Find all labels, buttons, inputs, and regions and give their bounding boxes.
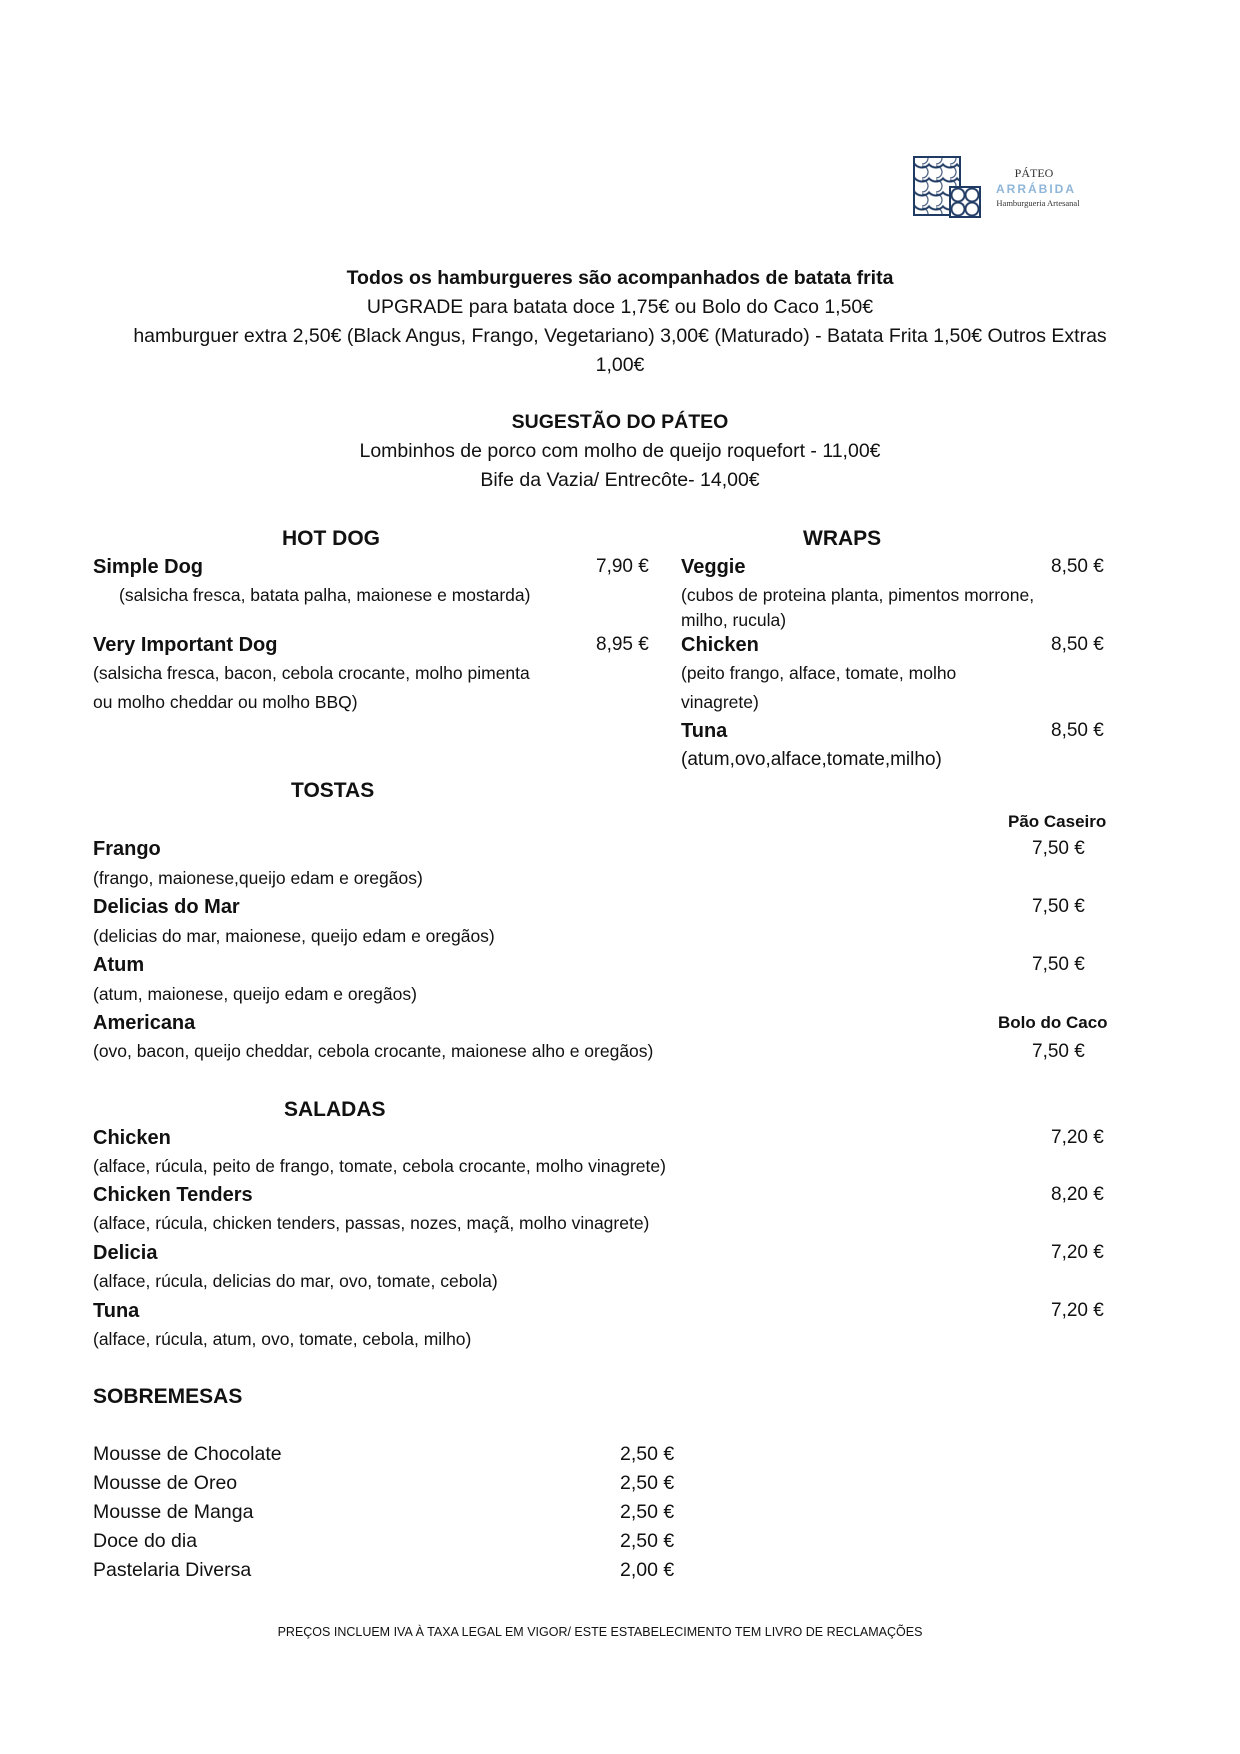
logo-line-2: ARRÁBIDA (996, 182, 1076, 196)
wrap-item-desc: (peito frango, alface, tomate, molho (681, 663, 957, 683)
wrap-item-desc: (atum,ovo,alface,tomate,milho) (681, 749, 942, 770)
hotdog-item-name: Very Important Dog (93, 634, 278, 656)
intro-line-3: hamburguer extra 2,50€ (Black Angus, Frango, Vegetariano) 3,00€ (Maturado) - Batata Frita 1,50€ Outros Extras (133, 325, 1107, 347)
legal-footer: PREÇOS INCLUEM IVA À TAXA LEGAL EM VIGOR/ ESTE ESTABELECIMENTO TEM LIVRO DE RECLAMAÇÕES (277, 1625, 923, 1639)
salad-item-price: 7,20 € (1051, 1300, 1104, 1321)
wrap-item-price: 8,50 € (1051, 634, 1104, 655)
intro-line-1: Todos os hamburgueres são acompanhados de batata frita (346, 267, 894, 289)
bread-type-pao-caseiro: Pão Caseiro (1008, 812, 1107, 831)
intro-line-2: UPGRADE para batata doce 1,75€ ou Bolo do Caco 1,50€ (366, 296, 874, 318)
dessert-item-name: Mousse de Chocolate (93, 1443, 282, 1465)
tosta-item-price: 7,50 € (1032, 954, 1085, 975)
tosta-item-price: 7,50 € (1032, 896, 1085, 917)
tosta-item-desc: (frango, maionese,queijo edam e oregãos) (93, 868, 423, 888)
salad-item-name: Chicken Tenders (93, 1184, 253, 1206)
azulejo-tiles-icon (913, 156, 979, 216)
salad-item-name: Tuna (93, 1300, 140, 1322)
dessert-item-price: 2,50 € (620, 1501, 675, 1523)
wrap-item-price: 8,50 € (1051, 556, 1104, 577)
section-title-saladas: SALADAS (284, 1098, 386, 1121)
dessert-item-price: 2,50 € (620, 1472, 675, 1494)
restaurant-logo (913, 156, 1093, 220)
wrap-item-name: Tuna (681, 720, 728, 742)
hotdog-item-desc-cont: ou molho cheddar ou molho BBQ) (93, 692, 358, 712)
wrap-item-name: Chicken (681, 634, 759, 656)
salad-item-name: Chicken (93, 1127, 171, 1149)
dessert-item-name: Doce do dia (93, 1530, 198, 1552)
hotdog-item-desc: (salsicha fresca, bacon, cebola crocante, molho pimenta (93, 663, 530, 683)
salad-item-price: 7,20 € (1051, 1127, 1104, 1148)
dessert-item-name: Mousse de Manga (93, 1501, 254, 1523)
salad-item-desc: (alface, rúcula, atum, ovo, tomate, cebola, milho) (93, 1329, 472, 1349)
tosta-item-price: 7,50 € (1032, 838, 1085, 859)
salad-item-price: 8,20 € (1051, 1184, 1104, 1205)
suggestion-title: SUGESTÃO DO PÁTEO (511, 411, 729, 433)
section-title-wraps: WRAPS (803, 527, 882, 550)
tosta-item-price: 7,50 € (1032, 1041, 1085, 1062)
dessert-item-price: 2,50 € (620, 1443, 675, 1465)
salad-item-desc: (alface, rúcula, delicias do mar, ovo, tomate, cebola) (93, 1271, 498, 1291)
wrap-item-name: Veggie (681, 556, 746, 578)
suggestion-item-2: Bife da Vazia/ Entrecôte- 14,00€ (480, 469, 760, 491)
wrap-item-desc: (cubos de proteina planta, pimentos morrone, (681, 585, 1035, 605)
salad-item-name: Delicia (93, 1242, 158, 1264)
tosta-item-desc: (ovo, bacon, queijo cheddar, cebola crocante, maionese alho e oregãos) (93, 1041, 654, 1061)
tosta-item-name: Delicias do Mar (93, 896, 240, 918)
section-title-hot-dog: HOT DOG (282, 527, 380, 550)
tosta-item-name: Americana (93, 1012, 196, 1034)
hotdog-item-desc: (salsicha fresca, batata palha, maionese e mostarda) (119, 585, 531, 605)
salad-item-price: 7,20 € (1051, 1242, 1104, 1263)
wrap-item-price: 8,50 € (1051, 720, 1104, 741)
tosta-item-desc: (atum, maionese, queijo edam e oregãos) (93, 984, 417, 1004)
dessert-item-name: Pastelaria Diversa (93, 1559, 252, 1581)
tosta-item-name: Frango (93, 838, 161, 860)
tosta-item-name: Atum (93, 954, 145, 976)
salad-item-desc: (alface, rúcula, peito de frango, tomate, cebola crocante, molho vinagrete) (93, 1156, 666, 1176)
logo-line-1: PÁTEO (1014, 166, 1054, 180)
tosta-item-desc: (delicias do mar, maionese, queijo edam e oregãos) (93, 926, 495, 946)
section-title-tostas: TOSTAS (291, 779, 375, 802)
bread-type-bolo-do-caco: Bolo do Caco (998, 1013, 1108, 1032)
hotdog-item-price: 8,95 € (596, 634, 649, 655)
wrap-item-desc-cont: vinagrete) (681, 692, 759, 712)
dessert-item-price: 2,50 € (620, 1530, 675, 1552)
section-title-sobremesas: SOBREMESAS (93, 1385, 243, 1408)
hotdog-item-price: 7,90 € (596, 556, 649, 577)
dessert-item-name: Mousse de Oreo (93, 1472, 238, 1494)
logo-line-3: Hamburgueria Artesanal (996, 198, 1080, 208)
dessert-item-price: 2,00 € (620, 1559, 675, 1581)
salad-item-desc: (alface, rúcula, chicken tenders, passas, nozes, maçã, molho vinagrete) (93, 1213, 650, 1233)
intro-line-4: 1,00€ (595, 354, 645, 376)
suggestion-item-1: Lombinhos de porco com molho de queijo roquefort - 11,00€ (359, 440, 881, 462)
hotdog-item-name: Simple Dog (93, 556, 204, 578)
wrap-item-desc-cont: milho, rucula) (681, 610, 787, 630)
